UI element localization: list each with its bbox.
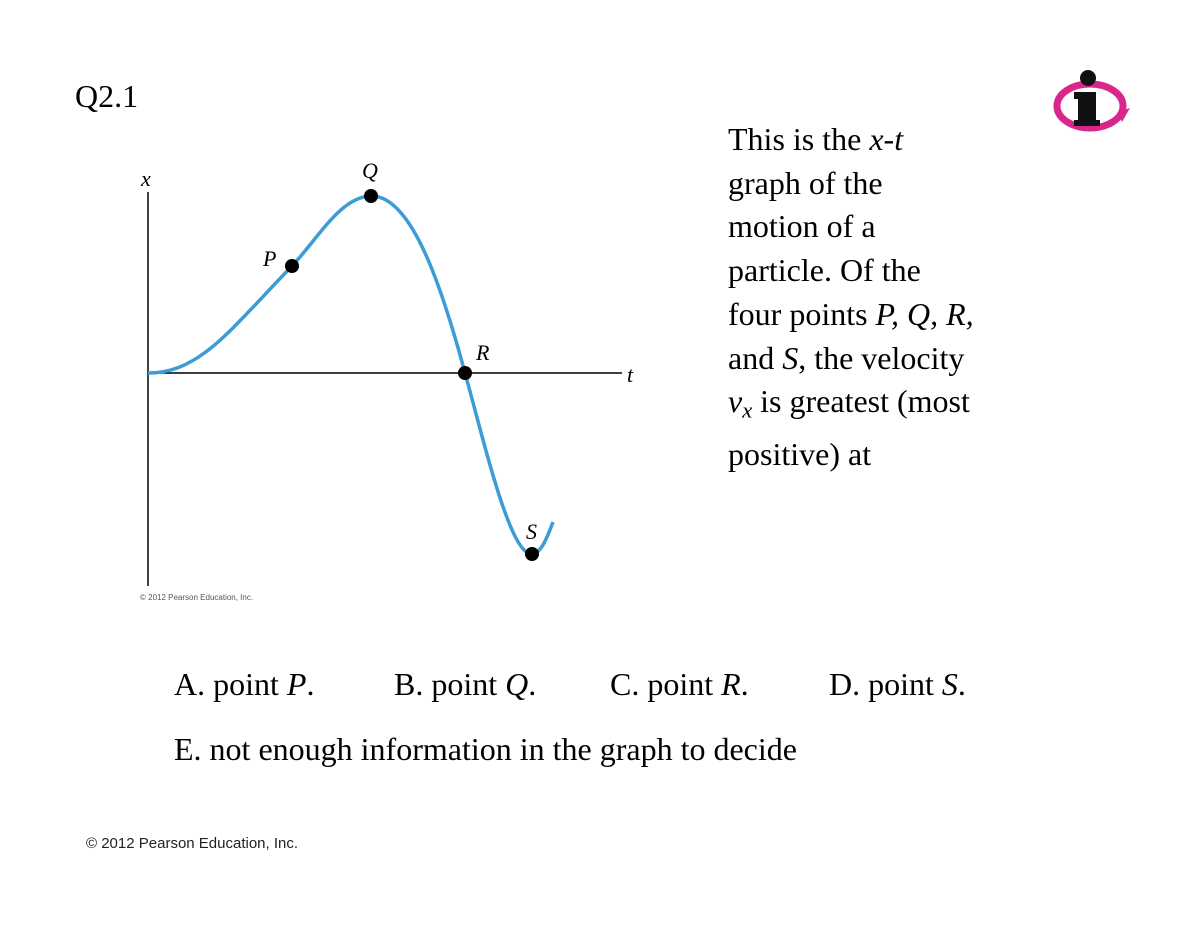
choice-b[interactable]: B. point Q. (394, 666, 537, 702)
question-line-8: positive) at (728, 435, 872, 472)
i-clicker-logo-icon (1052, 68, 1132, 134)
question-line-3: motion of a (728, 208, 876, 245)
graph-copyright: © 2012 Pearson Education, Inc. (140, 593, 254, 602)
x-axis-label: t (627, 362, 634, 387)
position-curve (148, 196, 553, 554)
question-line-5: four points P, Q, R, (728, 295, 974, 332)
point-r-label: R (476, 340, 490, 365)
question-line-4: particle. Of the (728, 252, 921, 289)
question-line-1: This is the x-t (728, 121, 904, 157)
question-text (728, 118, 1028, 476)
point-s-label: S (526, 519, 537, 544)
choice-d[interactable]: D. point S. (829, 666, 966, 702)
slide-title: Q2.1 (75, 78, 139, 114)
choice-c[interactable]: C. point R. (610, 666, 749, 702)
point-s (525, 519, 539, 561)
choice-e[interactable]: E. not enough information in the graph to decide (174, 731, 797, 767)
choice-a[interactable]: A. point P. (174, 666, 315, 702)
footer-copyright: © 2012 Pearson Education, Inc. (86, 835, 299, 852)
question-line-7: $v_x$ is greatest (most (728, 383, 970, 423)
x-t-graph (120, 150, 660, 610)
point-q (362, 158, 378, 203)
question-line-6: and S, the velocity (728, 339, 965, 376)
point-p (262, 246, 299, 273)
point-p-label: P (263, 246, 277, 271)
y-axis-label: x (141, 166, 151, 191)
point-q-label: Q (362, 158, 378, 183)
question-line-2: graph of the (728, 164, 883, 201)
